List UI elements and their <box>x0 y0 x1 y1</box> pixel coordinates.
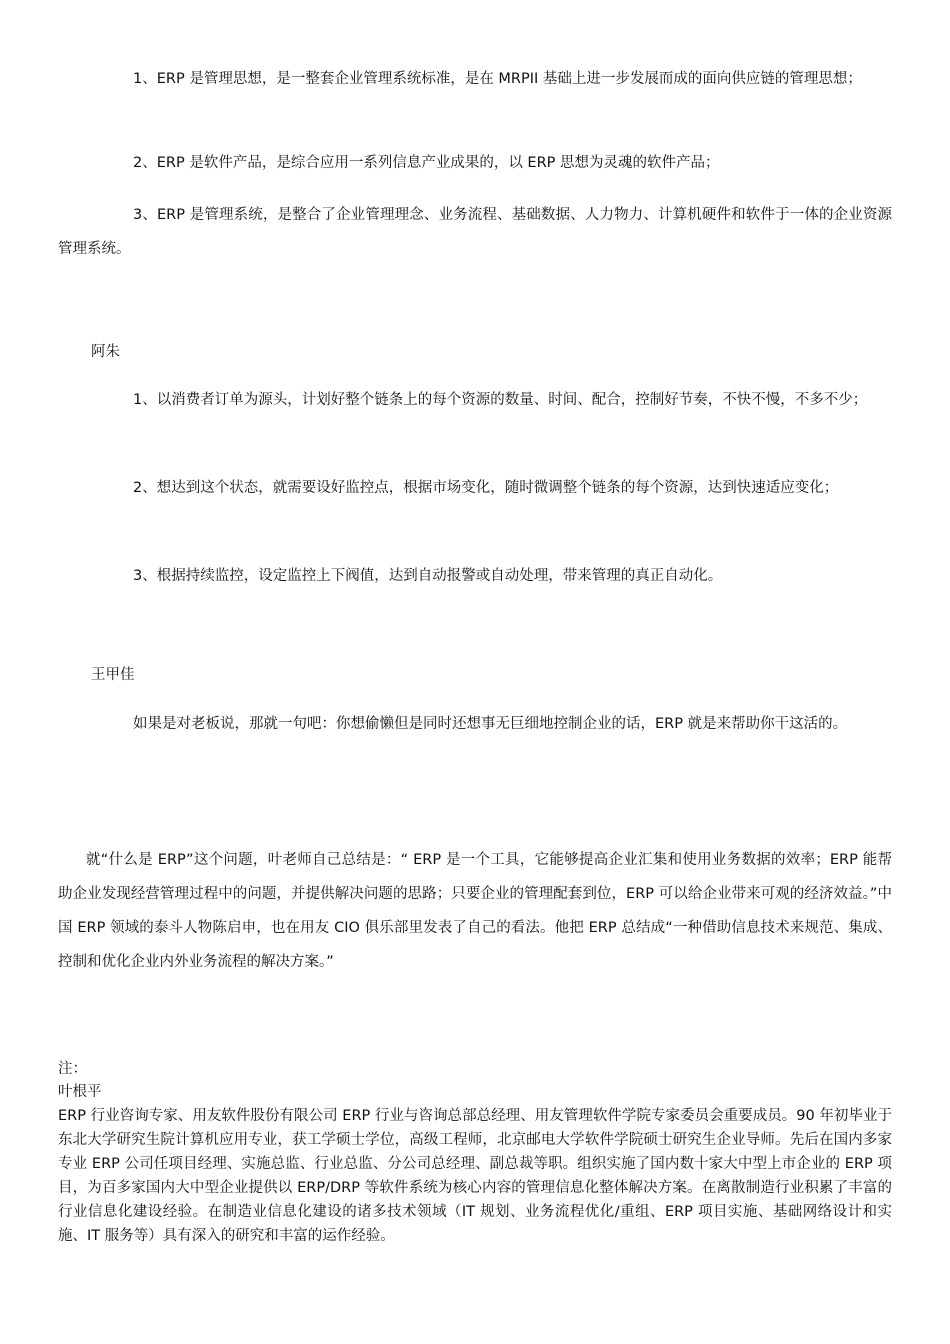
list-item: 2、想达到这个状态，就需要设好监控点，根据市场变化，随时微调整个链条的每个资源，达到快速适应变化； <box>133 480 839 496</box>
quote-paragraph: 如果是对老板说，那就一句吧：你想偷懒但是同时还想事无巨细地控制企业的话，ERP 就是来帮助你干这活的。 <box>133 716 848 732</box>
note-name: 叶根平 <box>58 1084 102 1100</box>
summary-paragraph: 就“什么是 ERP”这个问题，叶老师自己总结是：“ ERP 是一个工具，它能够提高企业汇集和使用业务数据的效率；ERP 能帮助企业发现经营管理过程中的问题，并提供解决问题的思路；只要企业的管理配套到位，ERP 可以给企业带来可观的经济效益。”中国 ERP 领域的泰斗人物陈启申，也在用友 CIO 俱乐部里发表了自己的看法。他把 ERP 总结成“一种借助信息技术来规范、集成、控制和优化企业内外业务流程的解决方案。” <box>58 852 892 970</box>
author-name: 王甲佳 <box>91 667 135 683</box>
list-item: 1、以消费者订单为源头，计划好整个链条上的每个资源的数量、时间、配合，控制好节奏，不快不慢，不多不少； <box>133 392 868 408</box>
list-item: 3、ERP 是管理系统，是整合了企业管理理念、业务流程、基础数据、人力物力、计算机硬件和软件于一体的企业资源管理系统。 <box>58 207 892 257</box>
list-item: 2、ERP 是软件产品，是综合应用一系列信息产业成果的，以 ERP 思想为灵魂的软件产品； <box>133 155 720 171</box>
list-item: 1、ERP 是管理思想，是一整套企业管理系统标准，是在 MRPII 基础上进一步发展而成的面向供应链的管理思想； <box>133 71 862 87</box>
list-item: 3、根据持续监控，设定监控上下阀值，达到自动报警或自动处理，带来管理的真正自动化。 <box>133 568 723 584</box>
note-label: 注： <box>58 1061 87 1077</box>
note-bio: ERP 行业咨询专家、用友软件股份有限公司 ERP 行业与咨询总部总经理、用友管理软件学院专家委员会重要成员。90 年初毕业于东北大学研究生院计算机应用专业，获工学硕士学位，高级工程师，北京邮电大学软件学院硕士研究生企业导师。先后在国内多家专业 ERP 公司任项目经理、实施总监、行业总监、分公司总经理、副总裁等职。组织实施了国内数十家大中型上市企业的 ERP 项目，为百多家国内大中型企业提供以 ERP/DRP 等软件系统为核心内容的管理信息化整体解决方案。在离散制造行业积累了丰富的行业信息化建设经验。在制造业信息化建设的诸多技术领域（IT 规划、业务流程优化/重组、ERP 项目实施、基础网络设计和实施、IT 服务等）具有深入的研究和丰富的运作经验。 <box>58 1108 892 1244</box>
author-name: 阿朱 <box>91 344 120 360</box>
